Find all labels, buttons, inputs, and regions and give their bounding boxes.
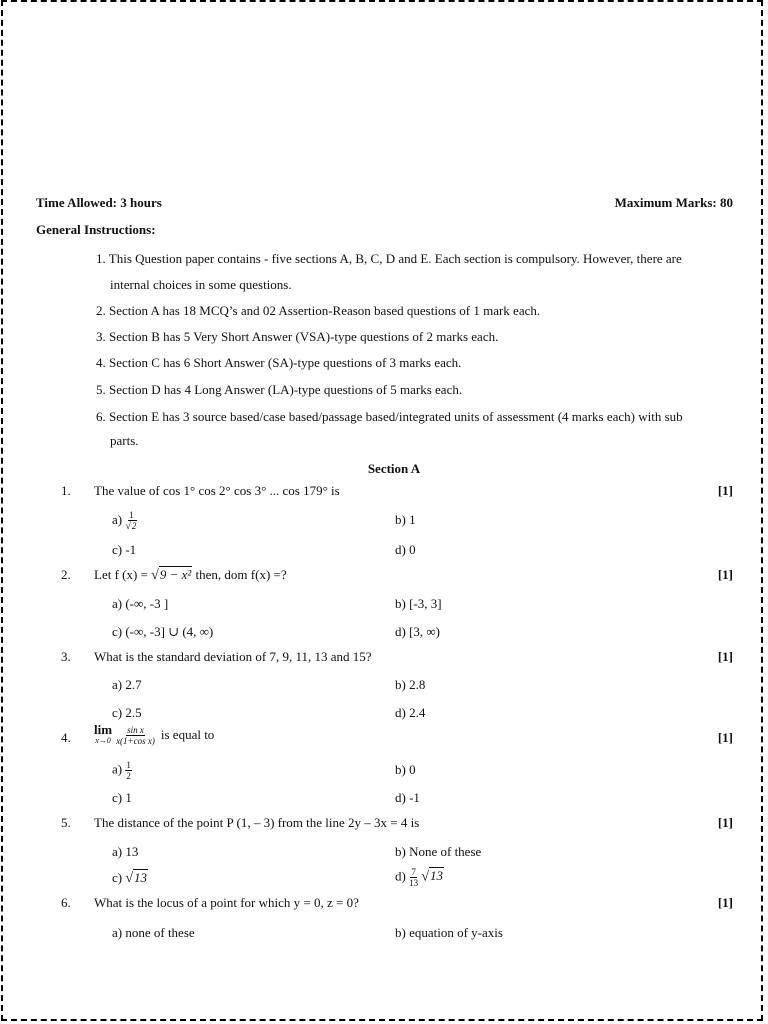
- question-marks: [1]: [717, 649, 733, 664]
- maximum-marks: Maximum Marks: 80: [614, 195, 733, 210]
- option-a: a) 2.7: [112, 677, 142, 692]
- question-number: 3.: [61, 649, 71, 664]
- option-b: b) None of these: [395, 844, 482, 859]
- option-a: [112, 510, 137, 532]
- instruction-line: 5. Section D has 4 Long Answer (LA)-type questions of 5 marks each.: [96, 382, 463, 397]
- option-d: [395, 867, 444, 888]
- fraction-denominator: 2: [126, 771, 131, 781]
- radicand: 2: [131, 521, 137, 531]
- question-text: [94, 724, 214, 746]
- radicand: 9 − x²: [159, 567, 192, 582]
- option-d: d) 0: [395, 542, 416, 557]
- option-c: [112, 870, 148, 887]
- question-text-post: then, dom f(x) =?: [195, 567, 287, 582]
- question-text-pre: Let f (x) =: [94, 567, 148, 582]
- instruction-line: parts.: [110, 433, 139, 448]
- question-marks: [1]: [717, 815, 733, 830]
- option-b: b) 1: [395, 512, 416, 527]
- question-text: What is the locus of a point for which y = 0, z = 0?: [94, 895, 359, 910]
- question-number: 2.: [61, 567, 71, 582]
- limit-operator: lim: [94, 722, 113, 737]
- option-d: d) [3, ∞): [395, 624, 441, 639]
- section-title: Section A: [367, 461, 421, 476]
- option-b: b) [-3, 3]: [395, 596, 442, 611]
- fraction-numerator: 1: [129, 510, 134, 520]
- instruction-line: internal choices in some questions.: [110, 277, 292, 292]
- option-b: b) 2.8: [395, 677, 426, 692]
- option-a: a) none of these: [112, 925, 195, 940]
- fraction-numerator: 1: [126, 760, 131, 770]
- fraction: [125, 510, 137, 532]
- fraction-denominator: 13: [409, 878, 419, 888]
- time-allowed: Time Allowed: 3 hours: [36, 195, 162, 210]
- option-b: b) equation of y-axis: [395, 925, 503, 940]
- instruction-line: 3. Section B has 5 Very Short Answer (VSA)-type questions of 2 marks each.: [96, 329, 499, 344]
- option-c: c) (-∞, -3] ∪ (4, ∞): [112, 624, 214, 639]
- option-d: d) -1: [395, 790, 420, 805]
- option-b: b) 0: [395, 762, 416, 777]
- radical-sign-icon: √: [151, 568, 159, 583]
- question-marks: [1]: [717, 567, 733, 582]
- fraction: [125, 760, 132, 781]
- question-number: 1.: [61, 483, 71, 498]
- instruction-line: 4. Section C has 6 Short Answer (SA)-type questions of 3 marks each.: [96, 355, 462, 370]
- radicand: 13: [134, 870, 148, 885]
- question-text: [94, 567, 287, 584]
- option-c: c) 2.5: [112, 705, 142, 720]
- question-text: The value of cos 1° cos 2° cos 3° ... cos 179° is: [94, 483, 340, 498]
- option-label: d): [395, 868, 406, 884]
- fraction-numerator: sin x: [127, 724, 144, 735]
- instruction-line: 1. This Question paper contains - five sections A, B, C, D and E. Each section is compulsory. However, there are: [96, 251, 682, 266]
- option-a: [112, 760, 132, 781]
- radicand: 13: [430, 868, 444, 884]
- option-label: c): [112, 870, 123, 885]
- option-c: c) -1: [112, 542, 137, 557]
- option-a: a) (-∞, -3 ]: [112, 596, 169, 611]
- instruction-line: 2. Section A has 18 MCQ’s and 02 Assertion-Reason based questions of 1 mark each.: [96, 303, 541, 318]
- question-marks: [1]: [717, 895, 733, 910]
- option-label: a): [112, 761, 123, 777]
- general-instructions-heading: General Instructions:: [36, 222, 156, 237]
- question-number: 6.: [61, 895, 71, 910]
- question-number: 4.: [61, 730, 71, 745]
- limit-subscript: x→0: [95, 736, 111, 745]
- question-text-post: is equal to: [160, 727, 215, 742]
- option-label: a): [112, 511, 123, 527]
- fraction: [409, 867, 418, 888]
- option-c: c) 1: [112, 790, 132, 805]
- limit-expression: [94, 724, 112, 746]
- question-text: What is the standard deviation of 7, 9, 11, 13 and 15?: [94, 649, 372, 664]
- radical-sign-icon: √: [125, 521, 131, 532]
- question-marks: [1]: [717, 730, 733, 745]
- instruction-line: 6. Section E has 3 source based/case based/passage based/integrated units of assessment (4 marks each) with sub: [96, 409, 683, 424]
- fraction-denominator: [125, 521, 137, 532]
- fraction-numerator: 7: [411, 867, 416, 877]
- radical-sign-icon: √: [125, 871, 134, 886]
- fraction-denominator: x(1+cos x): [116, 735, 155, 746]
- question-marks: [1]: [717, 483, 733, 498]
- radical-sign-icon: √: [421, 869, 430, 885]
- option-d: d) 2.4: [395, 705, 426, 720]
- fraction: [116, 725, 155, 746]
- question-text: The distance of the point P (1, – 3) from the line 2y – 3x = 4 is: [94, 815, 420, 830]
- option-a: a) 13: [112, 844, 139, 859]
- question-number: 5.: [61, 815, 71, 830]
